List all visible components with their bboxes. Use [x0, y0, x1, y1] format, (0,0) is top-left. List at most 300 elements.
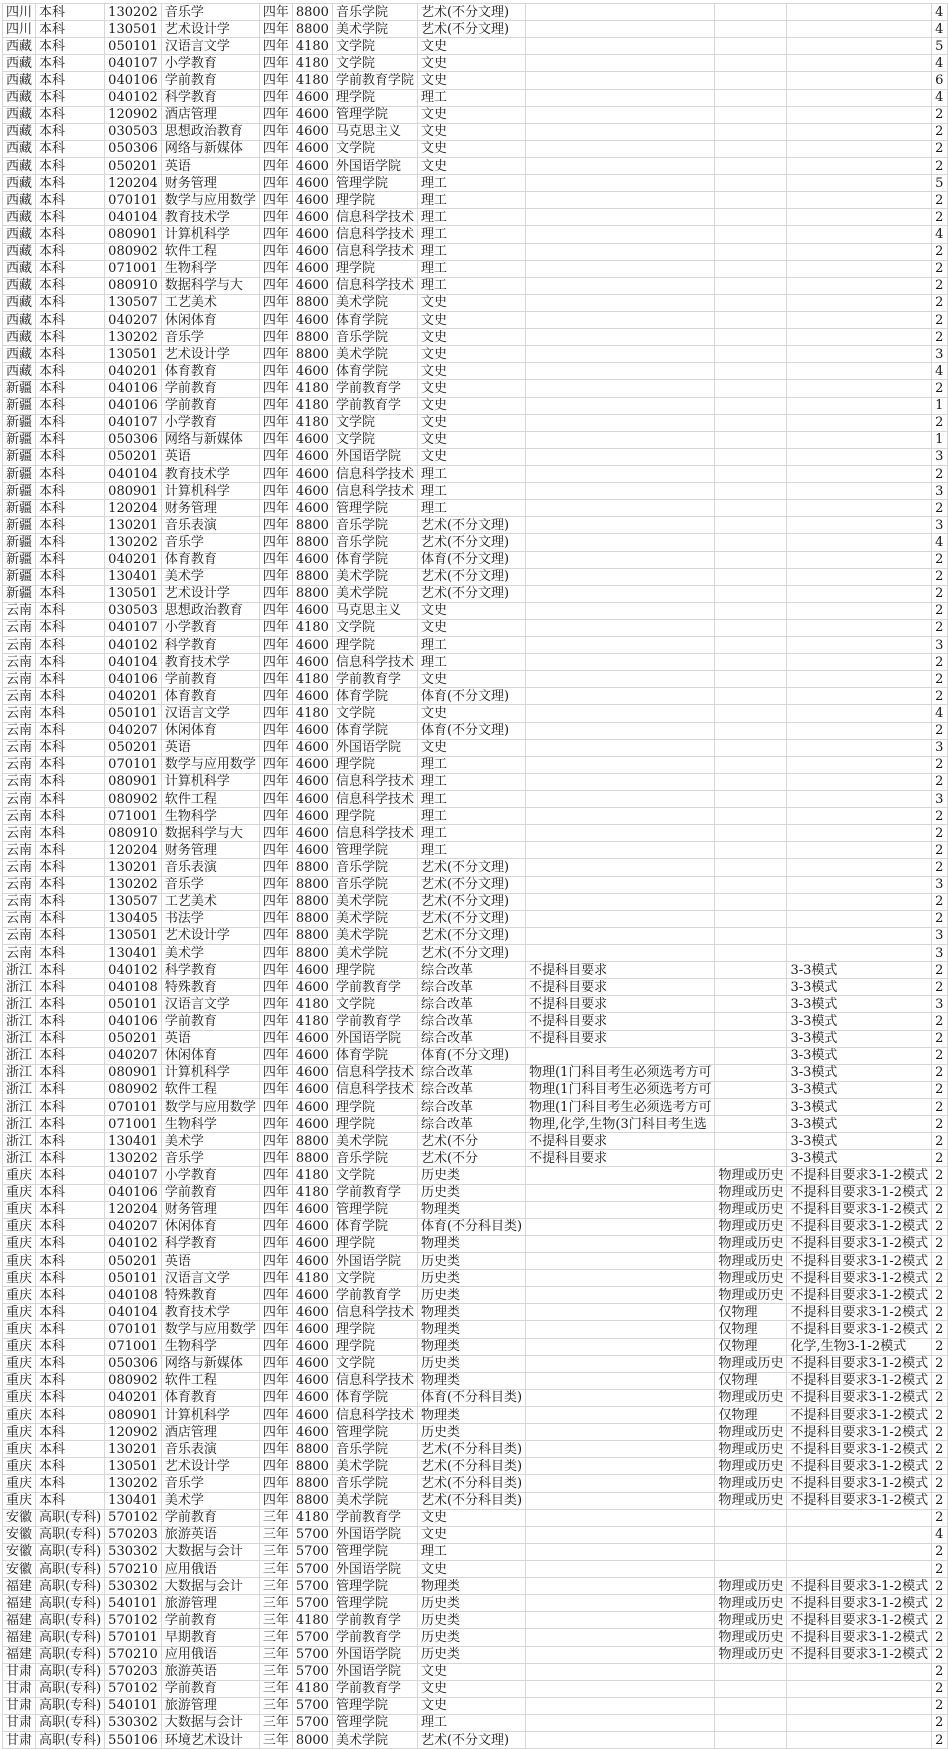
- cell-province[interactable]: 甘肃: [3, 1697, 36, 1714]
- cell-level[interactable]: 本科: [36, 619, 105, 636]
- cell-school[interactable]: 学前教育学: [332, 671, 417, 688]
- cell-school[interactable]: 信息科学技术: [332, 209, 417, 226]
- cell-category[interactable]: 艺术(不分文理): [417, 893, 525, 910]
- cell-major-code[interactable]: 540101: [105, 1595, 162, 1612]
- cell-selection-mode[interactable]: [787, 791, 932, 808]
- cell-subject-requirement[interactable]: [526, 773, 715, 790]
- cell-major-name[interactable]: 计算机科学: [161, 773, 259, 790]
- cell-level[interactable]: 本科: [36, 157, 105, 174]
- cell-selection-mode[interactable]: [787, 1526, 932, 1543]
- cell-plan-count[interactable]: 3: [932, 448, 948, 465]
- cell-category[interactable]: 艺术(不分文理): [417, 568, 525, 585]
- cell-school[interactable]: 美术学院: [332, 585, 417, 602]
- cell-school[interactable]: 理学院: [332, 89, 417, 106]
- cell-first-subject[interactable]: [715, 38, 787, 55]
- cell-subject-requirement[interactable]: [526, 294, 715, 311]
- cell-first-subject[interactable]: [715, 756, 787, 773]
- cell-selection-mode[interactable]: 不提科目要求3-1-2模式: [787, 1184, 932, 1201]
- cell-subject-requirement[interactable]: [526, 329, 715, 346]
- cell-selection-mode[interactable]: [787, 619, 932, 636]
- cell-subject-requirement[interactable]: [526, 756, 715, 773]
- cell-level[interactable]: 本科: [36, 1355, 105, 1372]
- cell-plan-count[interactable]: 2: [932, 1218, 948, 1235]
- cell-plan-count[interactable]: 2: [932, 1252, 948, 1269]
- cell-duration[interactable]: 四年: [259, 1287, 292, 1304]
- cell-duration[interactable]: 四年: [259, 21, 292, 38]
- cell-plan-count[interactable]: 4: [932, 1526, 948, 1543]
- cell-category[interactable]: 理工: [417, 500, 525, 517]
- cell-major-code[interactable]: 080910: [105, 277, 162, 294]
- cell-selection-mode[interactable]: [787, 4, 932, 21]
- cell-first-subject[interactable]: 物理或历史: [715, 1441, 787, 1458]
- cell-category[interactable]: 理工: [417, 808, 525, 825]
- cell-duration[interactable]: 四年: [259, 294, 292, 311]
- cell-level[interactable]: 本科: [36, 893, 105, 910]
- cell-tuition[interactable]: 4600: [292, 89, 332, 106]
- cell-plan-count[interactable]: 2: [932, 1458, 948, 1475]
- cell-school[interactable]: 体育学院: [332, 551, 417, 568]
- cell-major-code[interactable]: 050201: [105, 157, 162, 174]
- cell-province[interactable]: 云南: [3, 619, 36, 636]
- cell-selection-mode[interactable]: [787, 448, 932, 465]
- cell-selection-mode[interactable]: [787, 157, 932, 174]
- cell-plan-count[interactable]: 1: [932, 431, 948, 448]
- cell-province[interactable]: 福建: [3, 1578, 36, 1595]
- cell-duration[interactable]: 四年: [259, 1372, 292, 1389]
- cell-province[interactable]: 安徽: [3, 1543, 36, 1560]
- cell-category[interactable]: 文史: [417, 619, 525, 636]
- cell-school[interactable]: 文学院: [332, 431, 417, 448]
- cell-major-name[interactable]: 软件工程: [161, 1081, 259, 1098]
- cell-subject-requirement[interactable]: [526, 1492, 715, 1509]
- cell-major-code[interactable]: 071001: [105, 808, 162, 825]
- cell-major-name[interactable]: 英语: [161, 157, 259, 174]
- cell-duration[interactable]: 四年: [259, 688, 292, 705]
- cell-level[interactable]: 本科: [36, 996, 105, 1013]
- cell-duration[interactable]: 四年: [259, 500, 292, 517]
- cell-province[interactable]: 云南: [3, 791, 36, 808]
- cell-school[interactable]: 学前教育学: [332, 1184, 417, 1201]
- cell-major-code[interactable]: 040102: [105, 962, 162, 979]
- cell-major-name[interactable]: 英语: [161, 739, 259, 756]
- cell-first-subject[interactable]: [715, 637, 787, 654]
- cell-tuition[interactable]: 4600: [292, 1304, 332, 1321]
- cell-major-code[interactable]: 040102: [105, 1235, 162, 1252]
- cell-major-code[interactable]: 570203: [105, 1663, 162, 1680]
- cell-selection-mode[interactable]: [787, 842, 932, 859]
- cell-category[interactable]: 文史: [417, 38, 525, 55]
- cell-tuition[interactable]: 4600: [292, 363, 332, 380]
- cell-duration[interactable]: 四年: [259, 791, 292, 808]
- cell-level[interactable]: 本科: [36, 568, 105, 585]
- cell-major-name[interactable]: 酒店管理: [161, 1424, 259, 1441]
- cell-subject-requirement[interactable]: [526, 688, 715, 705]
- cell-major-name[interactable]: 美术学: [161, 1492, 259, 1509]
- cell-selection-mode[interactable]: [787, 637, 932, 654]
- cell-duration[interactable]: 四年: [259, 927, 292, 944]
- cell-duration[interactable]: 四年: [259, 893, 292, 910]
- cell-duration[interactable]: 四年: [259, 277, 292, 294]
- cell-selection-mode[interactable]: [787, 1714, 932, 1731]
- cell-plan-count[interactable]: 2: [932, 1287, 948, 1304]
- cell-selection-mode[interactable]: [787, 568, 932, 585]
- cell-duration[interactable]: 三年: [259, 1612, 292, 1629]
- cell-duration[interactable]: 四年: [259, 1304, 292, 1321]
- cell-province[interactable]: 西藏: [3, 123, 36, 140]
- cell-major-name[interactable]: 学前教育: [161, 72, 259, 89]
- cell-tuition[interactable]: 8800: [292, 1150, 332, 1167]
- cell-major-code[interactable]: 050201: [105, 739, 162, 756]
- cell-major-name[interactable]: 小学教育: [161, 619, 259, 636]
- cell-province[interactable]: 云南: [3, 671, 36, 688]
- cell-province[interactable]: 重庆: [3, 1492, 36, 1509]
- cell-subject-requirement[interactable]: [526, 1270, 715, 1287]
- cell-level[interactable]: 本科: [36, 688, 105, 705]
- cell-school[interactable]: 学前教育学: [332, 1612, 417, 1629]
- cell-level[interactable]: 高职(专科): [36, 1526, 105, 1543]
- cell-duration[interactable]: 四年: [259, 1475, 292, 1492]
- cell-category[interactable]: 艺术(不分科目类): [417, 1492, 525, 1509]
- cell-major-code[interactable]: 040104: [105, 465, 162, 482]
- cell-province[interactable]: 重庆: [3, 1355, 36, 1372]
- cell-category[interactable]: 文史: [417, 739, 525, 756]
- cell-level[interactable]: 本科: [36, 1030, 105, 1047]
- cell-school[interactable]: 外国语学院: [332, 1252, 417, 1269]
- cell-level[interactable]: 高职(专科): [36, 1697, 105, 1714]
- cell-plan-count[interactable]: 2: [932, 294, 948, 311]
- cell-plan-count[interactable]: 3: [932, 876, 948, 893]
- cell-subject-requirement[interactable]: [526, 1304, 715, 1321]
- cell-major-code[interactable]: 120204: [105, 1201, 162, 1218]
- cell-category[interactable]: 文史: [417, 140, 525, 157]
- cell-school[interactable]: 信息科学技术: [332, 277, 417, 294]
- cell-first-subject[interactable]: [715, 1133, 787, 1150]
- cell-selection-mode[interactable]: 3-3模式: [787, 1013, 932, 1030]
- cell-tuition[interactable]: 4600: [292, 260, 332, 277]
- cell-school[interactable]: 学前教育学: [332, 979, 417, 996]
- cell-school[interactable]: 外国语学院: [332, 1560, 417, 1577]
- cell-duration[interactable]: 四年: [259, 38, 292, 55]
- cell-plan-count[interactable]: 2: [932, 1099, 948, 1116]
- cell-tuition[interactable]: 5700: [292, 1595, 332, 1612]
- cell-first-subject[interactable]: 物理或历史: [715, 1475, 787, 1492]
- cell-duration[interactable]: 四年: [259, 1184, 292, 1201]
- cell-level[interactable]: 本科: [36, 602, 105, 619]
- cell-plan-count[interactable]: 2: [932, 123, 948, 140]
- cell-first-subject[interactable]: 物理或历史: [715, 1458, 787, 1475]
- cell-subject-requirement[interactable]: [526, 448, 715, 465]
- cell-tuition[interactable]: 4180: [292, 38, 332, 55]
- cell-major-name[interactable]: 数学与应用数学: [161, 192, 259, 209]
- cell-category[interactable]: 艺术(不分文理): [417, 1732, 525, 1749]
- cell-subject-requirement[interactable]: 物理(1门科目考生必须选考方可: [526, 1064, 715, 1081]
- cell-tuition[interactable]: 4180: [292, 1680, 332, 1697]
- cell-school[interactable]: 理学院: [332, 808, 417, 825]
- cell-selection-mode[interactable]: [787, 209, 932, 226]
- cell-major-name[interactable]: 计算机科学: [161, 226, 259, 243]
- cell-selection-mode[interactable]: [787, 945, 932, 962]
- cell-plan-count[interactable]: 2: [932, 910, 948, 927]
- cell-major-code[interactable]: 050201: [105, 448, 162, 465]
- cell-category[interactable]: 历史类: [417, 1167, 525, 1184]
- cell-tuition[interactable]: 5700: [292, 1663, 332, 1680]
- cell-major-name[interactable]: 特殊教育: [161, 1287, 259, 1304]
- cell-school[interactable]: 信息科学技术: [332, 243, 417, 260]
- cell-province[interactable]: 西藏: [3, 106, 36, 123]
- cell-plan-count[interactable]: 2: [932, 1304, 948, 1321]
- cell-first-subject[interactable]: [715, 346, 787, 363]
- cell-major-code[interactable]: 040104: [105, 209, 162, 226]
- cell-level[interactable]: 本科: [36, 534, 105, 551]
- cell-major-code[interactable]: 040207: [105, 722, 162, 739]
- cell-selection-mode[interactable]: [787, 739, 932, 756]
- cell-level[interactable]: 本科: [36, 175, 105, 192]
- cell-level[interactable]: 本科: [36, 585, 105, 602]
- cell-school[interactable]: 美术学院: [332, 294, 417, 311]
- cell-duration[interactable]: 四年: [259, 106, 292, 123]
- cell-subject-requirement[interactable]: [526, 175, 715, 192]
- cell-major-code[interactable]: 040106: [105, 1184, 162, 1201]
- cell-tuition[interactable]: 4600: [292, 825, 332, 842]
- cell-duration[interactable]: 四年: [259, 705, 292, 722]
- cell-tuition[interactable]: 4600: [292, 602, 332, 619]
- cell-duration[interactable]: 四年: [259, 876, 292, 893]
- cell-duration[interactable]: 三年: [259, 1697, 292, 1714]
- cell-duration[interactable]: 四年: [259, 1064, 292, 1081]
- cell-province[interactable]: 新疆: [3, 568, 36, 585]
- cell-province[interactable]: 新疆: [3, 483, 36, 500]
- cell-selection-mode[interactable]: 3-3模式: [787, 1081, 932, 1098]
- cell-school[interactable]: 外国语学院: [332, 1526, 417, 1543]
- cell-category[interactable]: 历史类: [417, 1270, 525, 1287]
- cell-first-subject[interactable]: [715, 1732, 787, 1749]
- cell-category[interactable]: 艺术(不分文理): [417, 859, 525, 876]
- cell-first-subject[interactable]: [715, 157, 787, 174]
- cell-plan-count[interactable]: 2: [932, 243, 948, 260]
- cell-school[interactable]: 理学院: [332, 1116, 417, 1133]
- cell-plan-count[interactable]: 2: [932, 1116, 948, 1133]
- cell-province[interactable]: 云南: [3, 893, 36, 910]
- cell-school[interactable]: 美术学院: [332, 1492, 417, 1509]
- cell-subject-requirement[interactable]: [526, 1235, 715, 1252]
- cell-school[interactable]: 体育学院: [332, 688, 417, 705]
- cell-subject-requirement[interactable]: [526, 551, 715, 568]
- cell-major-code[interactable]: 120902: [105, 106, 162, 123]
- cell-subject-requirement[interactable]: [526, 277, 715, 294]
- cell-major-name[interactable]: 财务管理: [161, 1201, 259, 1218]
- cell-province[interactable]: 西藏: [3, 55, 36, 72]
- cell-selection-mode[interactable]: [787, 397, 932, 414]
- cell-category[interactable]: 艺术(不分文理): [417, 945, 525, 962]
- cell-selection-mode[interactable]: 不提科目要求3-1-2模式: [787, 1441, 932, 1458]
- cell-first-subject[interactable]: 物理或历史: [715, 1235, 787, 1252]
- cell-school[interactable]: 马克思主义: [332, 602, 417, 619]
- cell-school[interactable]: 理学院: [332, 1338, 417, 1355]
- cell-major-name[interactable]: 财务管理: [161, 842, 259, 859]
- cell-selection-mode[interactable]: [787, 123, 932, 140]
- cell-tuition[interactable]: 4600: [292, 1389, 332, 1406]
- cell-selection-mode[interactable]: [787, 260, 932, 277]
- cell-duration[interactable]: 四年: [259, 55, 292, 72]
- cell-major-name[interactable]: 数学与应用数学: [161, 756, 259, 773]
- cell-school[interactable]: 信息科学技术: [332, 1064, 417, 1081]
- cell-level[interactable]: 本科: [36, 1287, 105, 1304]
- cell-duration[interactable]: 四年: [259, 1116, 292, 1133]
- cell-major-name[interactable]: 音乐学: [161, 1475, 259, 1492]
- cell-selection-mode[interactable]: [787, 671, 932, 688]
- cell-subject-requirement[interactable]: [526, 671, 715, 688]
- cell-school[interactable]: 理学院: [332, 1235, 417, 1252]
- cell-major-code[interactable]: 130405: [105, 910, 162, 927]
- cell-major-code[interactable]: 040107: [105, 55, 162, 72]
- cell-major-code[interactable]: 550106: [105, 1732, 162, 1749]
- cell-first-subject[interactable]: [715, 465, 787, 482]
- cell-major-name[interactable]: 体育教育: [161, 688, 259, 705]
- cell-level[interactable]: 本科: [36, 277, 105, 294]
- cell-subject-requirement[interactable]: [526, 859, 715, 876]
- cell-category[interactable]: 体育(不分科目类): [417, 1218, 525, 1235]
- cell-selection-mode[interactable]: [787, 140, 932, 157]
- cell-category[interactable]: 文史: [417, 72, 525, 89]
- cell-duration[interactable]: 四年: [259, 619, 292, 636]
- cell-plan-count[interactable]: 4: [932, 705, 948, 722]
- cell-level[interactable]: 本科: [36, 346, 105, 363]
- cell-category[interactable]: 物理类: [417, 1201, 525, 1218]
- cell-major-name[interactable]: 小学教育: [161, 55, 259, 72]
- cell-major-code[interactable]: 040201: [105, 688, 162, 705]
- cell-tuition[interactable]: 4600: [292, 1321, 332, 1338]
- cell-duration[interactable]: 四年: [259, 756, 292, 773]
- cell-duration[interactable]: 四年: [259, 483, 292, 500]
- cell-major-name[interactable]: 学前教育: [161, 1509, 259, 1526]
- cell-duration[interactable]: 四年: [259, 346, 292, 363]
- cell-category[interactable]: 综合改革: [417, 1030, 525, 1047]
- cell-duration[interactable]: 四年: [259, 1321, 292, 1338]
- cell-tuition[interactable]: 4180: [292, 671, 332, 688]
- cell-first-subject[interactable]: [715, 825, 787, 842]
- cell-major-name[interactable]: 英语: [161, 1252, 259, 1269]
- cell-school[interactable]: 体育学院: [332, 1047, 417, 1064]
- cell-category[interactable]: 文史: [417, 1509, 525, 1526]
- cell-province[interactable]: 西藏: [3, 329, 36, 346]
- cell-province[interactable]: 浙江: [3, 1030, 36, 1047]
- cell-duration[interactable]: 四年: [259, 226, 292, 243]
- cell-major-name[interactable]: 数学与应用数学: [161, 1099, 259, 1116]
- cell-plan-count[interactable]: 2: [932, 1372, 948, 1389]
- cell-province[interactable]: 新疆: [3, 448, 36, 465]
- cell-tuition[interactable]: 4600: [292, 773, 332, 790]
- cell-plan-count[interactable]: 2: [932, 209, 948, 226]
- cell-subject-requirement[interactable]: [526, 1663, 715, 1680]
- cell-selection-mode[interactable]: 3-3模式: [787, 996, 932, 1013]
- cell-major-name[interactable]: 软件工程: [161, 1372, 259, 1389]
- cell-category[interactable]: 理工: [417, 209, 525, 226]
- cell-tuition[interactable]: 5700: [292, 1526, 332, 1543]
- cell-duration[interactable]: 四年: [259, 1235, 292, 1252]
- cell-level[interactable]: 本科: [36, 842, 105, 859]
- cell-category[interactable]: 历史类: [417, 1646, 525, 1663]
- cell-level[interactable]: 高职(专科): [36, 1612, 105, 1629]
- cell-subject-requirement[interactable]: [526, 380, 715, 397]
- cell-subject-requirement[interactable]: [526, 927, 715, 944]
- cell-plan-count[interactable]: 2: [932, 1629, 948, 1646]
- cell-selection-mode[interactable]: [787, 654, 932, 671]
- cell-duration[interactable]: 三年: [259, 1595, 292, 1612]
- cell-selection-mode[interactable]: 不提科目要求3-1-2模式: [787, 1424, 932, 1441]
- cell-province[interactable]: 新疆: [3, 380, 36, 397]
- cell-plan-count[interactable]: 2: [932, 157, 948, 174]
- cell-subject-requirement[interactable]: [526, 1287, 715, 1304]
- cell-tuition[interactable]: 8800: [292, 585, 332, 602]
- cell-major-name[interactable]: 音乐表演: [161, 859, 259, 876]
- cell-province[interactable]: 重庆: [3, 1406, 36, 1423]
- cell-plan-count[interactable]: 2: [932, 1321, 948, 1338]
- cell-major-code[interactable]: 130202: [105, 4, 162, 21]
- cell-selection-mode[interactable]: 3-3模式: [787, 1133, 932, 1150]
- cell-selection-mode[interactable]: [787, 1560, 932, 1577]
- cell-tuition[interactable]: 4600: [292, 842, 332, 859]
- cell-duration[interactable]: 四年: [259, 910, 292, 927]
- cell-province[interactable]: 重庆: [3, 1252, 36, 1269]
- cell-first-subject[interactable]: [715, 551, 787, 568]
- cell-major-code[interactable]: 050101: [105, 996, 162, 1013]
- cell-major-code[interactable]: 040108: [105, 1287, 162, 1304]
- cell-category[interactable]: 历史类: [417, 1424, 525, 1441]
- cell-subject-requirement[interactable]: [526, 791, 715, 808]
- cell-province[interactable]: 西藏: [3, 260, 36, 277]
- cell-first-subject[interactable]: [715, 192, 787, 209]
- cell-major-name[interactable]: 教育技术学: [161, 465, 259, 482]
- cell-major-code[interactable]: 050101: [105, 1270, 162, 1287]
- cell-school[interactable]: 体育学院: [332, 363, 417, 380]
- cell-category[interactable]: 艺术(不分科目类): [417, 1458, 525, 1475]
- cell-school[interactable]: 管理学院: [332, 1424, 417, 1441]
- cell-first-subject[interactable]: [715, 311, 787, 328]
- cell-duration[interactable]: 四年: [259, 1099, 292, 1116]
- cell-school[interactable]: 学前教育学: [332, 1013, 417, 1030]
- cell-major-name[interactable]: 生物科学: [161, 260, 259, 277]
- cell-tuition[interactable]: 4180: [292, 1167, 332, 1184]
- cell-school[interactable]: 信息科学技术: [332, 483, 417, 500]
- cell-category[interactable]: 历史类: [417, 1287, 525, 1304]
- cell-category[interactable]: 文史: [417, 448, 525, 465]
- cell-duration[interactable]: 四年: [259, 808, 292, 825]
- cell-subject-requirement[interactable]: [526, 739, 715, 756]
- cell-category[interactable]: 物理类: [417, 1406, 525, 1423]
- cell-major-name[interactable]: 体育教育: [161, 1389, 259, 1406]
- cell-tuition[interactable]: 8800: [292, 1492, 332, 1509]
- cell-category[interactable]: 历史类: [417, 1252, 525, 1269]
- cell-selection-mode[interactable]: 不提科目要求3-1-2模式: [787, 1355, 932, 1372]
- cell-selection-mode[interactable]: [787, 825, 932, 842]
- cell-first-subject[interactable]: [715, 1047, 787, 1064]
- cell-school[interactable]: 体育学院: [332, 1218, 417, 1235]
- cell-first-subject[interactable]: 物理或历史: [715, 1629, 787, 1646]
- cell-school[interactable]: 文学院: [332, 414, 417, 431]
- cell-major-code[interactable]: 530302: [105, 1714, 162, 1731]
- cell-category[interactable]: 体育(不分文理): [417, 688, 525, 705]
- cell-first-subject[interactable]: [715, 277, 787, 294]
- cell-tuition[interactable]: 4600: [292, 465, 332, 482]
- cell-subject-requirement[interactable]: [526, 1697, 715, 1714]
- cell-category[interactable]: 综合改革: [417, 979, 525, 996]
- cell-first-subject[interactable]: [715, 602, 787, 619]
- cell-subject-requirement[interactable]: [526, 1680, 715, 1697]
- cell-major-name[interactable]: 科学教育: [161, 962, 259, 979]
- cell-tuition[interactable]: 4600: [292, 637, 332, 654]
- cell-major-code[interactable]: 040107: [105, 619, 162, 636]
- cell-selection-mode[interactable]: [787, 226, 932, 243]
